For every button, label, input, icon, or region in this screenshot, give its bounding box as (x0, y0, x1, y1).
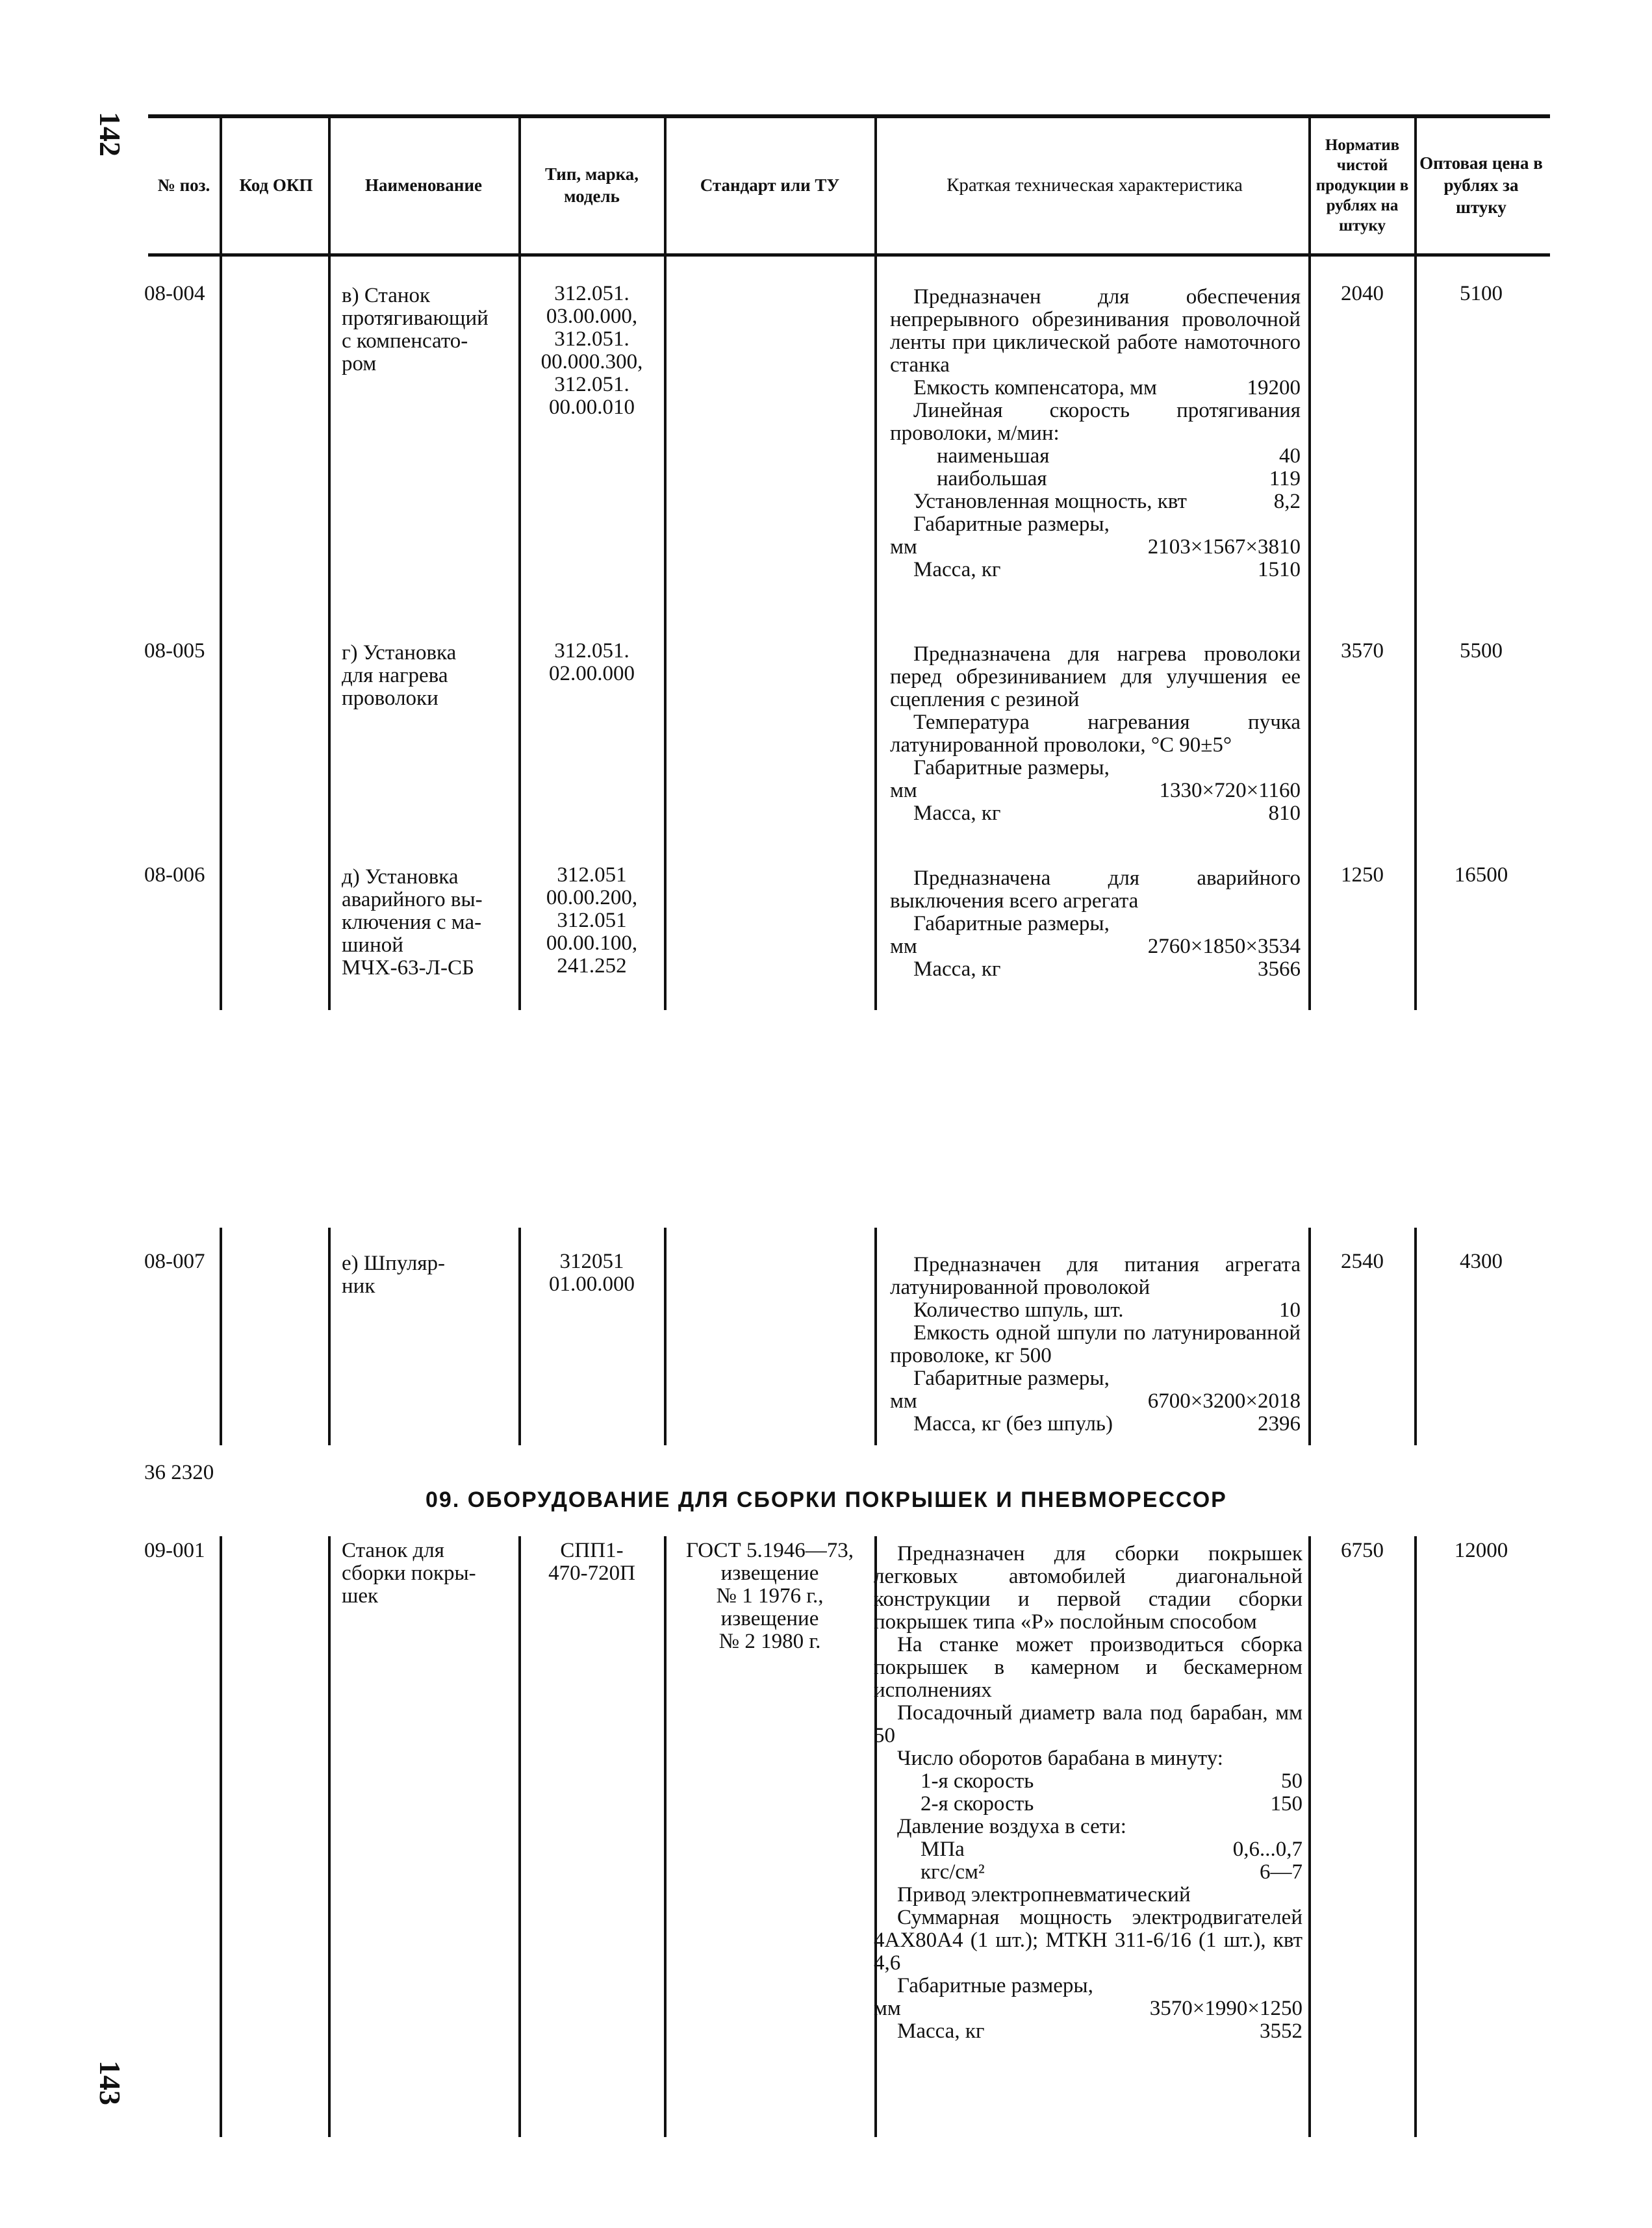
price-value: 4300 (1460, 1250, 1503, 1273)
characteristic-paragraph: Привод электропневматический (897, 1883, 1191, 1906)
characteristic-paragraph: Температура нагревания пучка латунированной проволоки, °С 90±5° (890, 711, 1301, 757)
param-name: Емкость компенсатора, мм (913, 376, 1157, 399)
header-type: Тип, марка, модель (544, 164, 639, 206)
param-value: 150 (1270, 1792, 1303, 1816)
item-type-line: 312.051 (557, 909, 627, 932)
characteristic-param (890, 445, 1301, 468)
item-type-line: 312.051. (554, 373, 629, 396)
item-standard-line: ГОСТ 5.1946—73, (686, 1539, 854, 1562)
characteristic-paragraph: Число оборотов барабана в минуту: (897, 1747, 1223, 1770)
param-value: 8,2 (1273, 490, 1301, 513)
characteristic-param (890, 536, 1301, 559)
header-bottom-rule (148, 253, 1550, 257)
norm-value: 1250 (1341, 863, 1384, 887)
param-name: 2-я скорость (921, 1792, 1034, 1816)
param-value: 19200 (1247, 376, 1301, 399)
param-value: 810 (1268, 802, 1301, 825)
header-characteristic: Краткая техническая характеристика (947, 175, 1243, 196)
item-name-line: в) Станок (342, 284, 431, 307)
item-name-line: шиной (342, 933, 403, 957)
param-value: 3566 (1258, 957, 1301, 981)
characteristic-paragraph: Габаритные размеры, (913, 513, 1110, 536)
header-top-rule (148, 114, 1550, 118)
header-pos: № поз. (157, 175, 210, 195)
item-name (342, 642, 516, 710)
characteristic-paragraph: Посадочный диаметр вала под барабан, мм 50 (874, 1701, 1303, 1747)
position-number: 08-007 (144, 1250, 205, 1273)
characteristic-paragraph: Давление воздуха в сети: (897, 1815, 1126, 1838)
characteristic-param (890, 1390, 1301, 1413)
item-name (342, 1539, 516, 1608)
norm-value: 3570 (1341, 639, 1384, 663)
param-value: 10 (1279, 1298, 1301, 1322)
header-price: Оптовая цена в рублях за штуку (1419, 153, 1543, 217)
column-rule (220, 118, 222, 1010)
item-type-line: 312.051 (557, 863, 627, 887)
characteristic-paragraph: Суммарная мощность электродвигателей 4АХ80А4 (1 шт.); МТКН 311-6/16 (1 шт.), квт 4,6 (874, 1906, 1303, 1975)
characteristic-param (890, 935, 1301, 958)
param-name: мм (890, 935, 917, 958)
item-name-line: ключения с ма- (342, 911, 482, 934)
param-name: Масса, кг (913, 802, 1001, 825)
item-type-line: 312051 (559, 1250, 624, 1273)
norm-value: 6750 (1341, 1539, 1384, 1562)
item-name-line: для нагрева (342, 664, 448, 687)
item-standard-line: № 1 1976 г., (716, 1584, 824, 1608)
column-rule (664, 1228, 667, 1445)
characteristic-param (874, 1793, 1303, 1816)
column-rule (1308, 1536, 1311, 2137)
item-type-line: 241.252 (557, 954, 627, 978)
item-type-line: СПП1- (560, 1539, 624, 1562)
item-name-line: проволоки (342, 687, 438, 710)
param-value: 6—7 (1260, 1860, 1303, 1884)
param-name: Масса, кг (913, 957, 1001, 981)
column-rule (518, 1536, 521, 2137)
param-value: 119 (1269, 467, 1301, 490)
characteristic-param (890, 802, 1301, 825)
item-name-line: г) Установка (342, 641, 457, 665)
param-value: 1510 (1258, 558, 1301, 581)
item-type-line: 00.000.300, (540, 350, 643, 373)
characteristic-param (890, 377, 1301, 399)
header-okp: Код ОКП (239, 175, 313, 195)
characteristic-paragraph: Предназначен для сборки покрышек легковых автомобилей диагональной конструкции и первой стадии сборки покрышек типа «Р» послойным способом (874, 1542, 1303, 1634)
characteristic-paragraph: Предназначен для питания агрегата латунированной проволокой (890, 1253, 1301, 1299)
item-name-line: аварийного вы- (342, 888, 483, 911)
characteristic-param (874, 1997, 1303, 2020)
param-name: Масса, кг (без шпуль) (913, 1412, 1113, 1436)
characteristic-block (874, 1543, 1303, 2043)
characteristic-param (874, 2020, 1303, 2043)
param-name: Масса, кг (897, 2019, 985, 2043)
position-number: 08-006 (144, 863, 205, 887)
item-standard (669, 1539, 870, 1653)
column-rule (1414, 1536, 1417, 2137)
price-value: 5500 (1460, 639, 1503, 663)
position-number: 09-001 (144, 1539, 205, 1562)
characteristic-param (890, 779, 1301, 802)
item-name (342, 1252, 516, 1298)
item-type (525, 640, 659, 685)
param-value: 40 (1279, 444, 1301, 468)
param-name: Масса, кг (913, 558, 1001, 581)
item-name-line: шек (342, 1584, 379, 1608)
item-type (525, 1250, 659, 1296)
param-value: 1330×720×1160 (1159, 779, 1301, 802)
column-rule (328, 118, 331, 1010)
characteristic-param (890, 468, 1301, 490)
header-standard: Стандарт или ТУ (700, 175, 840, 195)
item-type-line: 00.00.100, (546, 931, 638, 955)
characteristic-param (874, 1770, 1303, 1793)
characteristic-paragraph: Предназначен для обеспечения непрерывного обрезинивания проволочной ленты при циклической работе намоточного станка (890, 285, 1301, 377)
norm-value: 2040 (1341, 282, 1384, 305)
param-name: мм (890, 535, 917, 559)
column-rule (1308, 118, 1311, 1010)
item-name-line: е) Шпуляр- (342, 1252, 446, 1275)
item-name (342, 285, 516, 375)
column-rule (874, 118, 877, 1010)
item-name-line: ник (342, 1274, 375, 1298)
param-name: мм (874, 1997, 901, 2020)
item-standard-line: № 2 1980 г. (718, 1630, 821, 1653)
characteristic-paragraph: Габаритные размеры, (913, 1367, 1110, 1390)
characteristic-param (890, 490, 1301, 513)
param-value: 6700×3200×2018 (1147, 1389, 1301, 1413)
column-rule (220, 1536, 222, 2137)
characteristic-paragraph: На станке может производиться сборка покрышек в камерном и бескамерном исполнениях (874, 1633, 1303, 1702)
param-name: МПа (921, 1838, 965, 1861)
characteristic-block (890, 867, 1301, 981)
item-name-line: сборки покры- (342, 1562, 476, 1585)
param-value: 50 (1281, 1769, 1303, 1793)
param-name: кгс/см² (921, 1860, 985, 1884)
item-type-line: 03.00.000, (546, 305, 638, 328)
item-type-line: 02.00.000 (549, 662, 635, 685)
column-rule (664, 118, 667, 1010)
characteristic-param (874, 1861, 1303, 1884)
param-value: 2103×1567×3810 (1147, 535, 1301, 559)
item-name-line: д) Установка (342, 865, 459, 889)
param-name: мм (890, 1389, 917, 1413)
item-name (342, 866, 516, 980)
characteristic-block (890, 643, 1301, 825)
item-name-line: с компенсато- (342, 329, 468, 353)
item-name-line: МЧХ-63-Л-СБ (342, 956, 474, 980)
characteristic-block (890, 286, 1301, 581)
column-rule (328, 1536, 331, 2137)
characteristic-paragraph: Предназначена для нагрева проволоки перед обрезиниванием для улучшения ее сцепления с резиной (890, 642, 1301, 711)
column-rule (664, 1536, 667, 2137)
param-name: мм (890, 779, 917, 802)
characteristic-param (874, 1838, 1303, 1861)
item-type-line: 01.00.000 (549, 1272, 635, 1296)
section-title: 09. ОБОРУДОВАНИЕ ДЛЯ СБОРКИ ПОКРЫШЕК И ПНЕВМОРЕССОР (426, 1487, 1227, 1512)
column-rule (328, 1228, 331, 1445)
column-rule (220, 1228, 222, 1445)
header-name: Наименование (365, 175, 482, 195)
item-type-line: 312.051. (554, 639, 629, 663)
characteristic-param (890, 559, 1301, 581)
price-value: 16500 (1454, 863, 1508, 887)
characteristic-paragraph: Габаритные размеры, (913, 756, 1110, 779)
item-type-line: 312.051. (554, 327, 629, 351)
param-value: 2760×1850×3534 (1147, 935, 1301, 958)
page-number-bottom: 143 (94, 2060, 127, 2105)
item-type-line: 00.00.010 (549, 396, 635, 419)
characteristic-paragraph: Линейная скорость протягивания проволоки, м/мин: (890, 399, 1301, 445)
param-name: наибольшая (937, 467, 1047, 490)
item-standard-line: извещение (720, 1607, 819, 1630)
item-name-line: протягивающий (342, 307, 489, 330)
characteristic-param (890, 958, 1301, 981)
column-rule (518, 118, 521, 1010)
position-number: 08-005 (144, 639, 205, 663)
param-value: 0,6...0,7 (1232, 1838, 1303, 1861)
column-rule (874, 1228, 877, 1445)
characteristic-block (890, 1254, 1301, 1436)
column-rule (1308, 1228, 1311, 1445)
characteristic-param (890, 1413, 1301, 1436)
item-type-line: 470-720П (548, 1562, 635, 1585)
param-name: 1-я скорость (921, 1769, 1034, 1793)
item-type (525, 283, 659, 419)
characteristic-paragraph: Габаритные размеры, (897, 1974, 1093, 1997)
norm-value: 2540 (1341, 1250, 1384, 1273)
item-type-line: 312.051. (554, 282, 629, 305)
position-number: 08-004 (144, 282, 205, 305)
param-value: 3552 (1260, 2019, 1303, 2043)
column-rule (518, 1228, 521, 1445)
page-number-top: 142 (94, 112, 127, 157)
param-name: Установленная мощность, квт (913, 490, 1187, 513)
price-value: 12000 (1454, 1539, 1508, 1562)
item-type (525, 1539, 659, 1585)
param-name: наименьшая (937, 444, 1050, 468)
characteristic-paragraph: Габаритные размеры, (913, 912, 1110, 935)
column-rule (1414, 118, 1417, 1010)
characteristic-paragraph: Емкость одной шпули по латунированной проволоке, кг 500 (890, 1321, 1301, 1367)
characteristic-paragraph: Предназначена для аварийного выключения всего агрегата (890, 867, 1301, 913)
item-type (525, 864, 659, 978)
section-code: 36 2320 (144, 1461, 214, 1484)
param-name: Количество шпуль, шт. (913, 1298, 1124, 1322)
param-value: 3570×1990×1250 (1149, 1997, 1303, 2020)
param-value: 2396 (1258, 1412, 1301, 1436)
item-name-line: Станок для (342, 1539, 444, 1562)
column-rule (1414, 1228, 1417, 1445)
item-standard-line: извещение (720, 1562, 819, 1585)
characteristic-param (890, 1299, 1301, 1322)
item-name-line: ром (342, 352, 377, 375)
header-norm: Норматив чистой продукции в рублях на штуку (1315, 136, 1409, 234)
item-type-line: 00.00.200, (546, 886, 638, 909)
price-value: 5100 (1460, 282, 1503, 305)
